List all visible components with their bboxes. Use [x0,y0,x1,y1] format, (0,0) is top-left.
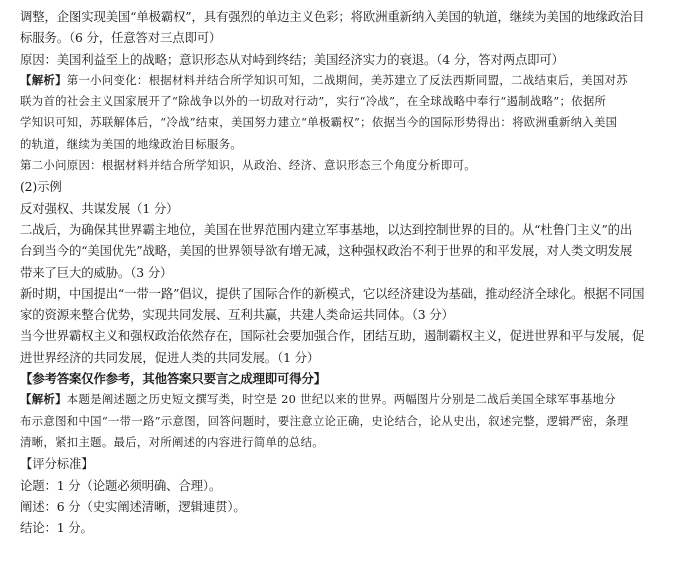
text-line: 带来了巨大的威胁。（3 分） [20,264,173,280]
analysis-line [20,70,688,91]
text-line: 家的资源来整合优势，实现共同发展、互利共赢，共建人类命运共同体。（3 分） [20,307,454,323]
analysis-line [20,389,688,410]
reference-note: 【参考答案仅作参考，其他答案只要言之成理即可得分】 [20,371,327,387]
scoring-item: 阐述：6 分（史实阐述清晰，逻辑連贯）。 [20,498,246,514]
text-line: 标服务。（6 分，任意答对三点即可） [20,30,222,46]
analysis-text: 第一小问变化：根据材料并结合所学知识可知，二战期间，美苏建立了反法西斯同盟，二战结束后，美国对苏 [66,72,628,87]
scoring-item: 论题：1 分（论题必须明确、合理）。 [20,477,222,493]
analysis-line: 布示意图和中国“一带一路”示意图，回答问题时，要注意立论正确，史论结合，论从史出，叙述完整，逻辑严密，条理 [20,413,629,428]
analysis-tag: 【解析】 [20,392,67,407]
text-line: 当今世界霸权主义和强权政治依然存在，国际社会要加强合作，团结互助，遏制霸权主义，促进世界和平与发展，促 [20,328,645,344]
text-line: 调整，企图实现美国“单极霸权”，具有强烈的单边主义色彩；将欧洲重新纳入美国的轨道，继续为美国的地缘政治目 [20,9,645,24]
text-line: 台到当今的“美国优先”战略，美国的世界领导欲有增无减，这种强权政治不利于世界的和平发展，对人类文明发展 [20,243,633,259]
scoring-heading: 【评分标准】 [20,456,94,472]
scoring-item: 结论：1 分。 [20,520,93,536]
analysis-line: 学知识可知，苏联解体后，“冷战”结束，美国努力建立“单极霸权”；依据当今的国际形势得出：将欧洲重新纳入美国 [20,115,618,130]
analysis-line: 联为首的社会主义国家展开了“除战争以外的一切敌对行动”，实行“冷战”，在全球战略中奉行“遏制战略”；依据所 [20,94,607,109]
thesis-line: 反对强权、共谋发展（1 分） [20,200,179,216]
section-heading: (2)示例 [20,179,62,195]
analysis-line: 清晰，紧扣主题。最后，对所阐述的内容进行简单的总结。 [20,434,324,449]
analysis-text: 本题是阐述题之历史短文撰写类，时空是 20 世纪以来的世界。两幅图片分别是二战后美国全球军事基地分 [66,392,616,407]
analysis-line: 的轨道，继续为美国的地缘政治目标服务。 [20,136,243,151]
text-line: 原因：美国利益至上的战略；意识形态从对峙到终结；美国经济实力的衰退。（4 分，答对两点即可） [20,51,564,67]
text-line: 进世界经济的共同发展，促进人类的共同发展。（1 分） [20,349,320,365]
text-line: 二战后，为确保其世界霸主地位，美国在世界范围内建立军事基地，以达到控制世界的目的。从“杜鲁门主义”的出 [20,221,633,237]
text-line: 新时期，中国提出“一带一路”倡议，提供了国际合作的新模式，它以经济建设为基础，推动经济全球化。根据不同国 [20,285,645,301]
analysis-line: 第二小问原因：根据材料并结合所学知识，从政治、经济、意识形态三个角度分析即可。 [20,158,476,173]
analysis-tag: 【解析】 [20,72,67,87]
